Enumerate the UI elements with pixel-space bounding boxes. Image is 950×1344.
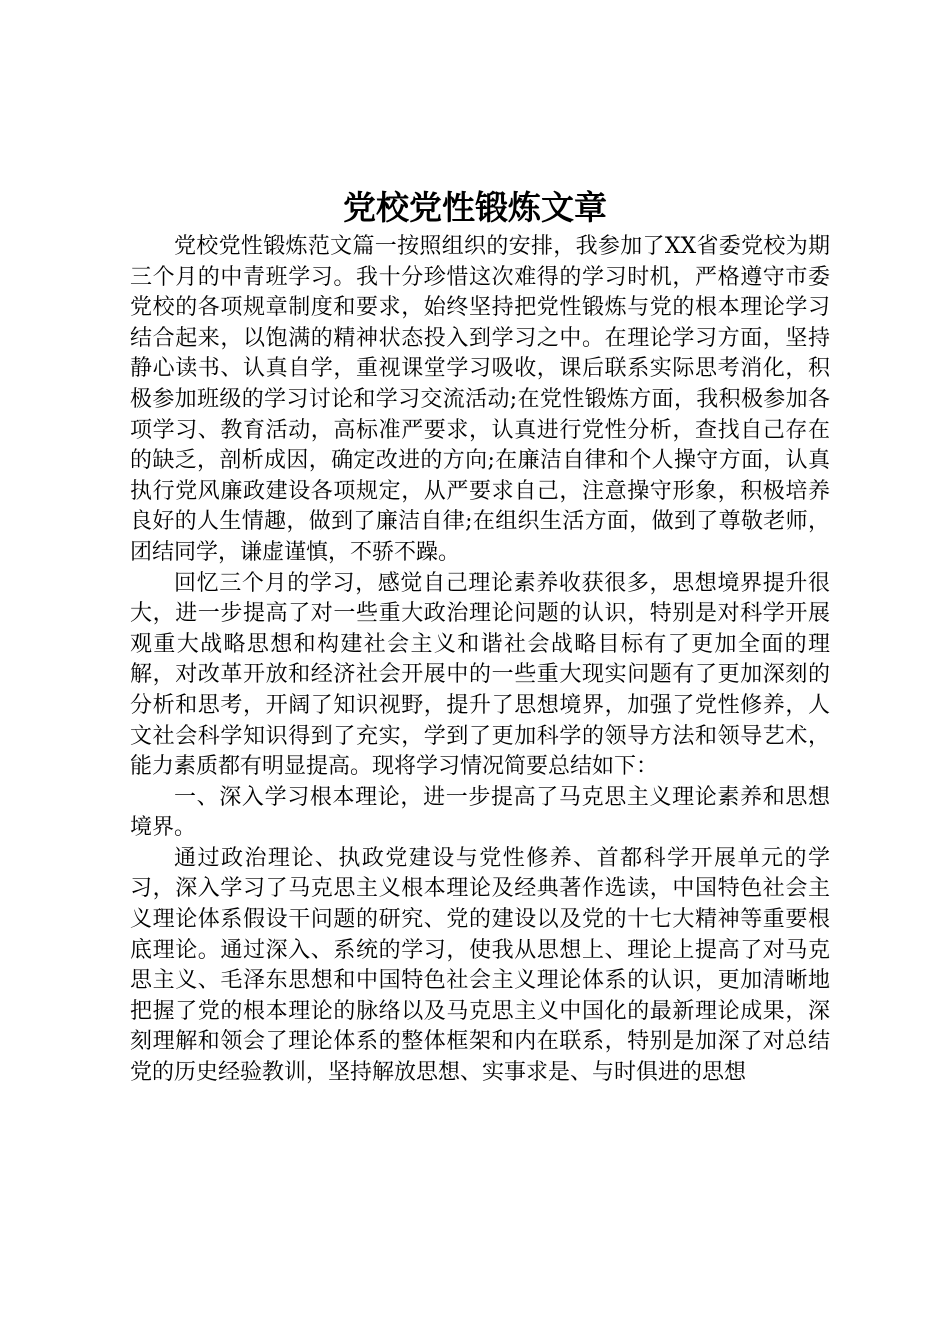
document-body	[130, 232, 830, 1089]
paragraph: 党校党性锻炼范文篇一按照组织的安排，我参加了XX省委党校为期三个月的中青班学习。我十分珍惜这次难得的学习时机，严格遵守市委党校的各项规章制度和要求，始终坚持把党性锻炼与党的根本理论学习结合起来，以饱满的精神状态投入到学习之中。在理论学习方面，坚持静心读书、认真自学，重视课堂学习吸收，课后联系实际思考消化，积极参加班级的学习讨论和学习交流活动;在党性锻炼方面，我积极参加各项学习、教育活动，高标准严要求，认真进行党性分析，查找自己存在的缺乏，剖析成因，确定改进的方向;在廉洁自律和个人操守方面，认真执行党风廉政建设各项规定，从严要求自己，注意操守形象，积极培养良好的人生情趣，做到了廉洁自律;在组织生活方面，做到了尊敬老师，团结同学，谦虚谨慎，不骄不躁。	[130, 234, 830, 565]
paragraph: 通过政治理论、执政党建设与党性修养、首都科学开展单元的学习，深入学习了马克思主义根本理论及经典著作选读，中国特色社会主义理论体系假设干问题的研究、党的建设以及党的十七大精神等重要根底理论。通过深入、系统的学习，使我从思想上、理论上提高了对马克思主义、毛泽东思想和中国特色社会主义理论体系的认识，更加清晰地把握了党的根本理论的脉络以及马克思主义中国化的最新理论成果，深刻理解和领会了理论体系的整体框架和内在联系，特别是加深了对总结党的历史经验教训，坚持解放思想、实事求是、与时俱进的思想	[130, 845, 830, 1086]
document-title: 党校党性锻炼文章	[343, 188, 607, 227]
paragraph: 回忆三个月的学习，感觉自己理论素养收获很多，思想境界提升很大，进一步提高了对一些重大政治理论问题的认识，特别是对科学开展观重大战略思想和构建社会主义和谐社会战略目标有了更加全面的理解，对改革开放和经济社会开展中的一些重大现实问题有了更加深刻的分析和思考，开阔了知识视野，提升了思想境界，加强了党性修养，人文社会科学知识得到了充实，学到了更加科学的领导方法和领导艺术，能力素质都有明显提高。现将学习情况简要总结如下：	[130, 570, 830, 780]
paragraph: 一、深入学习根本理论，进一步提高了马克思主义理论素养和思想境界。	[130, 784, 830, 841]
